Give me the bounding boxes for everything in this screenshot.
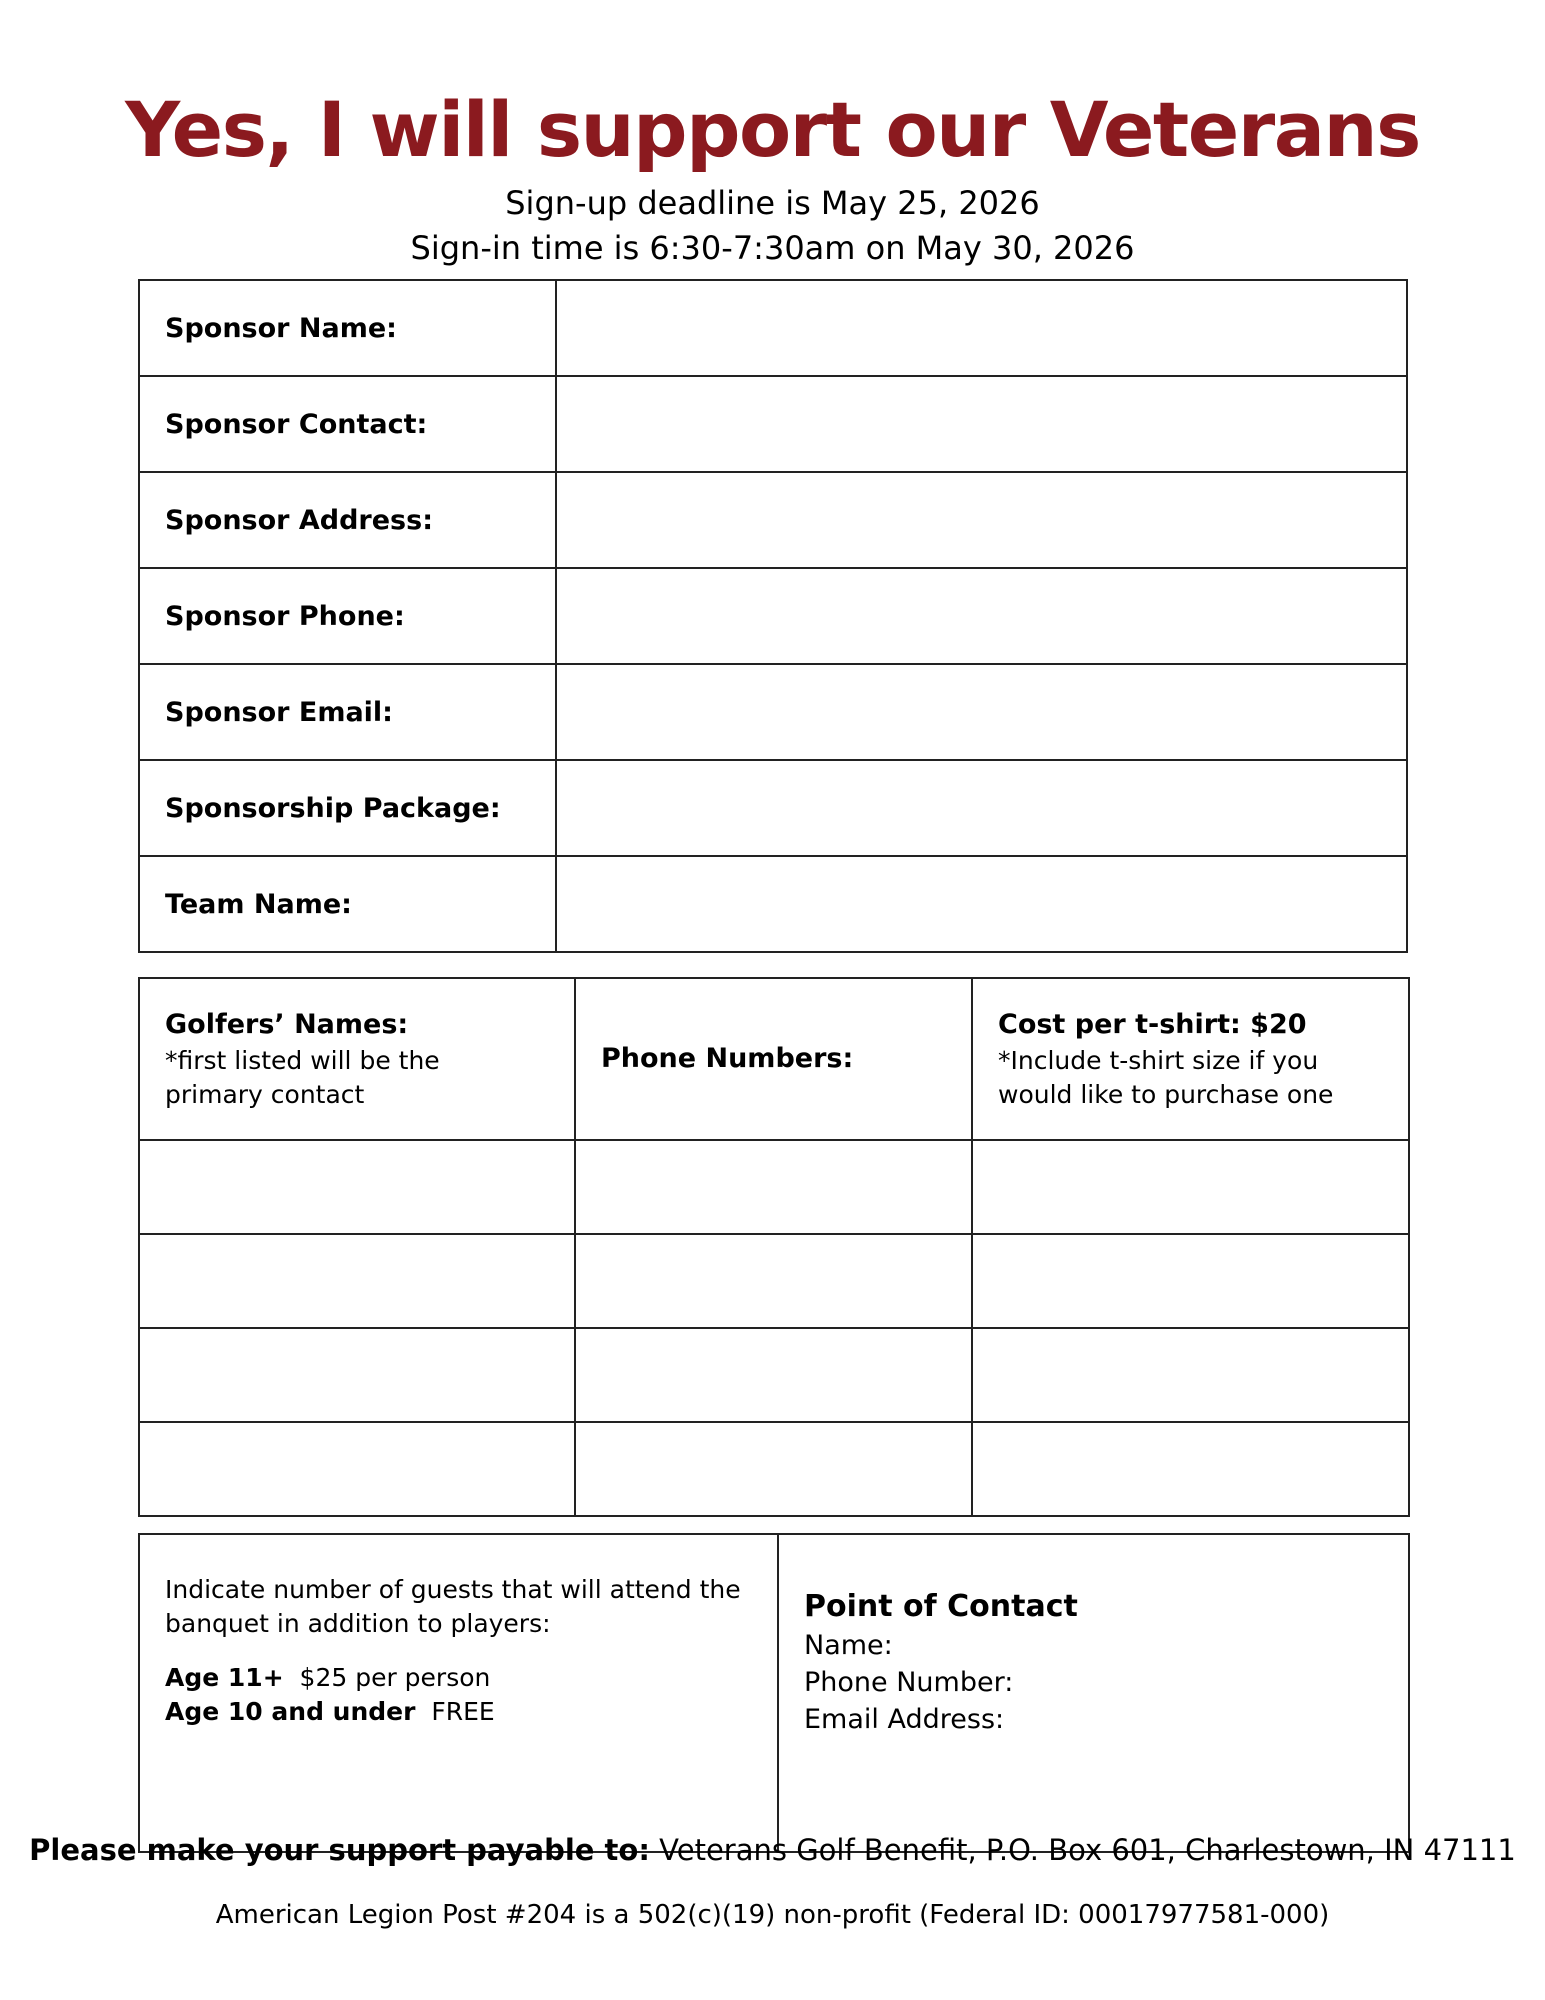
sponsor-email-label: Sponsor Email:	[139, 664, 556, 760]
tshirt-note-2: would like to purchase one	[998, 1080, 1334, 1109]
phone-numbers-title: Phone Numbers:	[601, 1043, 854, 1074]
sponsor-row	[139, 760, 1407, 856]
sponsor-row	[139, 856, 1407, 952]
age-10-label: Age 10 and under	[165, 1697, 416, 1726]
team-name-field[interactable]	[556, 856, 1407, 952]
guests-section	[139, 1534, 778, 1852]
sponsor-row	[139, 376, 1407, 472]
sponsor-contact-label: Sponsor Contact:	[139, 376, 556, 472]
sponsor-row	[139, 280, 1407, 376]
sponsor-name-label: Sponsor Name:	[139, 280, 556, 376]
golfers-names-title: Golfers’ Names:	[165, 1009, 409, 1040]
age-11-price-line	[165, 1661, 777, 1695]
sponsor-row	[139, 568, 1407, 664]
sponsor-address-field[interactable]	[556, 472, 1407, 568]
golfer-tshirt-cell[interactable]	[972, 1422, 1409, 1516]
signin-time: Sign-in time is 6:30-7:30am on May 30, 2026	[410, 229, 1135, 267]
sponsor-address-label: Sponsor Address:	[139, 472, 556, 568]
golfers-table-header	[139, 978, 1409, 1140]
sponsor-row	[139, 664, 1407, 760]
age-10-price-line	[165, 1695, 777, 1729]
golfer-phone-cell[interactable]	[575, 1234, 972, 1328]
pay-address: Veterans Golf Benefit, P.O. Box 601, Charlestown, IN 47111	[659, 1833, 1516, 1867]
nonprofit-notice: American Legion Post #204 is a 502(c)(19) non-profit (Federal ID: 00017977581-000)	[215, 1900, 1330, 1930]
golfers-names-header	[139, 978, 575, 1140]
poc-name-label: Name:	[804, 1630, 893, 1661]
golfer-row	[139, 1328, 1409, 1422]
point-of-contact-section	[778, 1534, 1409, 1852]
payment-instructions	[0, 1830, 1545, 1870]
golfer-tshirt-cell[interactable]	[972, 1234, 1409, 1328]
golfer-name-cell[interactable]	[139, 1140, 575, 1234]
golfer-tshirt-cell[interactable]	[972, 1328, 1409, 1422]
golfer-phone-cell[interactable]	[575, 1422, 972, 1516]
sponsor-info-table	[138, 279, 1408, 953]
golfer-row	[139, 1234, 1409, 1328]
golfer-row	[139, 1422, 1409, 1516]
team-name-label: Team Name:	[139, 856, 556, 952]
pay-label: Please make your support payable to:	[29, 1833, 650, 1867]
golfer-name-cell[interactable]	[139, 1422, 575, 1516]
poc-email-label: Email Address:	[804, 1704, 1005, 1735]
guests-intro: Indicate number of guests that will attend the banquet in addition to players:	[165, 1575, 741, 1638]
signup-deadline: Sign-up deadline is May 25, 2026	[505, 184, 1040, 222]
page-title: Yes, I will support our Veterans	[125, 85, 1420, 174]
golfer-row	[139, 1140, 1409, 1234]
guests-contact-table	[138, 1533, 1410, 1853]
golfers-names-note-1: *first listed will be the	[165, 1046, 440, 1075]
sponsor-phone-field[interactable]	[556, 568, 1407, 664]
sponsor-name-field[interactable]	[556, 280, 1407, 376]
poc-phone-label: Phone Number:	[804, 1667, 1014, 1698]
golfers-table	[138, 977, 1410, 1517]
golfers-names-note-2: primary contact	[165, 1080, 365, 1109]
point-of-contact-title: Point of Contact	[804, 1589, 1078, 1624]
golfer-tshirt-cell[interactable]	[972, 1140, 1409, 1234]
sponsor-phone-label: Sponsor Phone:	[139, 568, 556, 664]
sponsor-contact-field[interactable]	[556, 376, 1407, 472]
age-10-price: FREE	[431, 1697, 495, 1726]
phone-numbers-header	[575, 978, 972, 1140]
sponsor-email-field[interactable]	[556, 664, 1407, 760]
golfer-phone-cell[interactable]	[575, 1328, 972, 1422]
golfer-phone-cell[interactable]	[575, 1140, 972, 1234]
age-11-price: $25 per person	[299, 1663, 491, 1692]
sponsor-row	[139, 472, 1407, 568]
tshirt-header	[972, 978, 1409, 1140]
golfer-name-cell[interactable]	[139, 1234, 575, 1328]
age-11-label: Age 11+	[165, 1663, 284, 1692]
sponsorship-package-label: Sponsorship Package:	[139, 760, 556, 856]
sponsorship-package-field[interactable]	[556, 760, 1407, 856]
golfer-name-cell[interactable]	[139, 1328, 575, 1422]
tshirt-cost-title: Cost per t-shirt: $20	[998, 1009, 1307, 1040]
tshirt-note-1: *Include t-shirt size if you	[998, 1046, 1319, 1075]
